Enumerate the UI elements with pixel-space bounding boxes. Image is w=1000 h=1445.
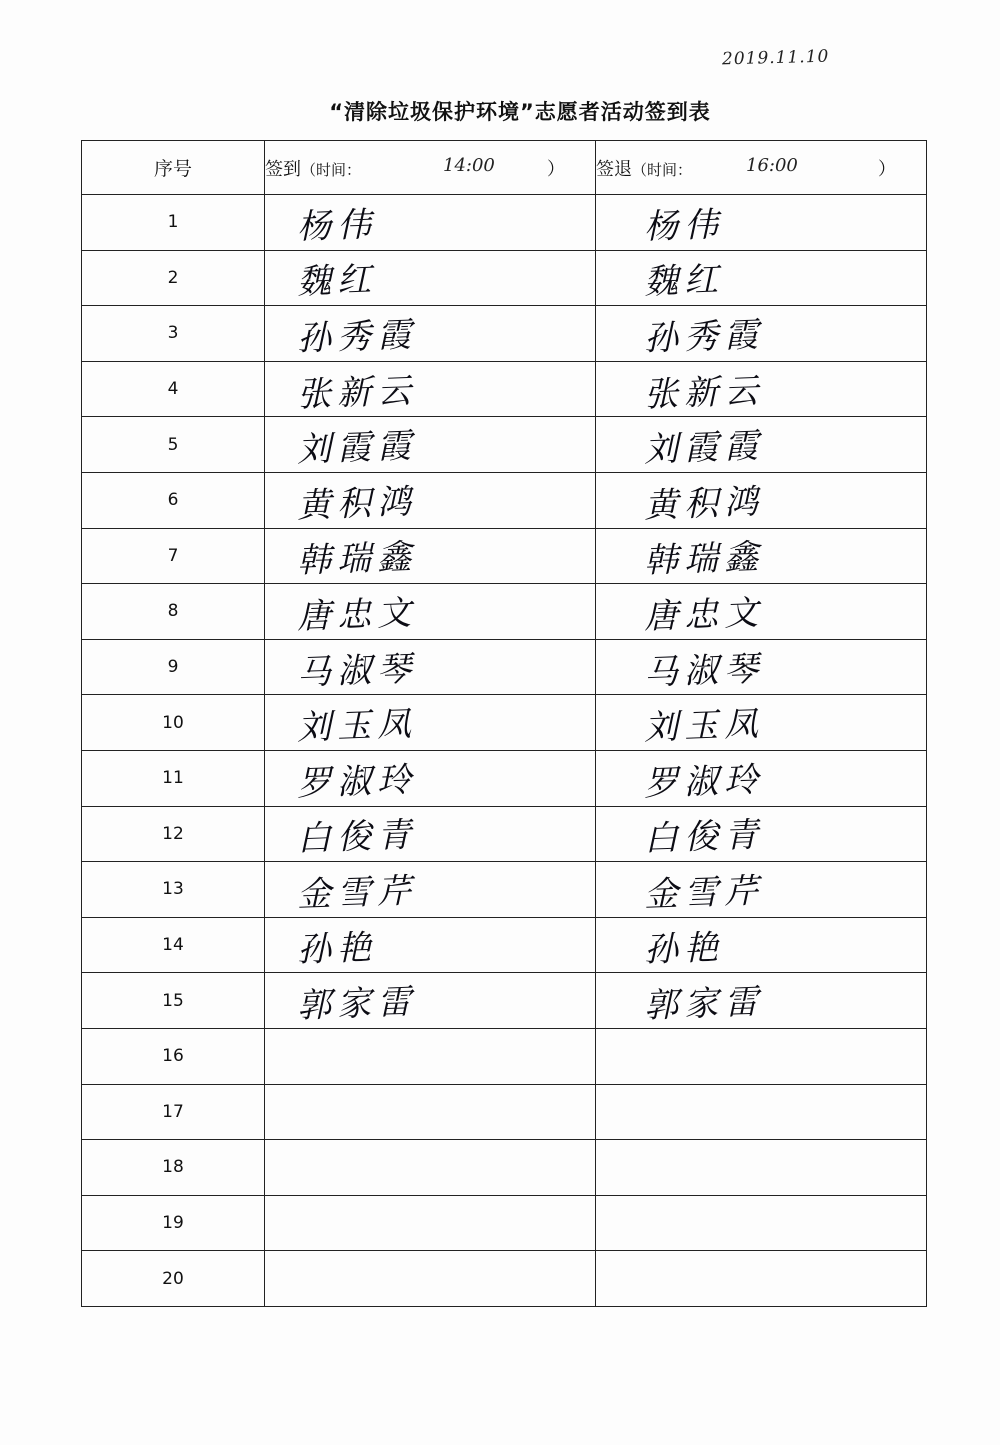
row-number-text: 9 [167,657,179,678]
signout-time-label: （时间： [632,160,693,179]
row-number [82,639,265,695]
row-number-text: 4 [167,379,179,400]
signin-signature [265,306,596,362]
header-no: 序号 [82,141,265,195]
signin-signature-text: 刘玉凤 [296,704,418,749]
row-number [82,306,265,362]
signin-time-label: （时间： [301,160,362,179]
signout-signature-text: 刘玉凤 [643,704,765,749]
signout-time: 16:00 [746,155,798,176]
table-row [82,250,927,306]
signin-signature-text: 孙秀霞 [296,314,418,360]
table-row [82,195,927,251]
row-number [82,584,265,640]
page-title: “清除垃圾保护环境”志愿者活动签到表 [329,100,711,124]
row-number-text: 7 [167,545,179,566]
row-number-text: 14 [162,935,184,956]
signin-signature [265,361,596,417]
table-row [82,1084,927,1140]
signin-signature-text: 罗淑玲 [296,759,418,804]
signout-signature-text: 罗淑玲 [643,759,765,804]
table-header-row [82,141,927,195]
signin-signature [265,472,596,528]
signout-signature-text: 黄积鸿 [643,481,765,526]
header-signin [265,141,596,195]
row-number-text: 6 [167,490,179,511]
signout-signature [596,195,927,251]
row-number [82,1028,265,1084]
row-number [82,695,265,751]
row-number [82,250,265,306]
table-row [82,1251,927,1307]
signin-signature [265,917,596,973]
table-row [82,973,927,1029]
signin-close-paren: ） [547,159,565,180]
signin-signature-text: 张新云 [296,370,418,415]
row-number-text: 20 [162,1268,184,1289]
signout-signature-text: 韩瑞鑫 [643,537,765,582]
row-number [82,1140,265,1196]
signin-signature [265,528,596,584]
signout-signature [596,306,927,362]
signin-table [81,140,927,1307]
row-number-text: 19 [162,1212,184,1233]
table-row [82,584,927,640]
signin-label: 签到 [265,158,301,180]
row-number [82,806,265,862]
row-number-text: 16 [162,1046,184,1067]
signout-signature-text: 杨伟 [643,204,725,248]
table-row [82,695,927,751]
row-number-text: 11 [162,768,184,789]
signin-signature [265,973,596,1029]
signin-signature [265,862,596,918]
signin-signature-text: 韩瑞鑫 [296,537,418,582]
signin-signature [265,584,596,640]
signout-signature [596,472,927,528]
table-row [82,528,927,584]
signin-signature [265,750,596,806]
signout-signature-text: 唐忠文 [643,592,765,638]
signout-signature [596,862,927,918]
signout-signature-text: 刘霞霞 [643,426,765,471]
signin-signature [265,1028,596,1084]
row-number-text: 5 [167,434,179,455]
row-number [82,750,265,806]
signin-signature [265,806,596,862]
signin-signature-text: 郭家雷 [296,982,418,1027]
signout-signature [596,1251,927,1307]
signout-signature [596,1195,927,1251]
row-number [82,973,265,1029]
table-row [82,750,927,806]
table-row [82,862,927,918]
signin-signature [265,250,596,306]
signin-signature-text: 杨伟 [296,204,378,248]
signout-signature-text: 张新云 [643,370,765,415]
signout-signature [596,639,927,695]
signout-signature [596,417,927,473]
signin-signature-text: 孙艳 [296,927,378,970]
signout-label: 签退 [596,158,632,180]
signout-signature-text: 孙秀霞 [643,314,765,360]
signin-signature [265,1251,596,1307]
signout-signature [596,250,927,306]
signout-signature-text: 魏红 [643,260,725,303]
header-signout [596,141,927,195]
row-number-text: 17 [162,1101,184,1122]
signout-signature [596,695,927,751]
row-number-text: 13 [162,879,184,900]
row-number-text: 2 [167,267,179,288]
signin-signature [265,1140,596,1196]
table-row [82,472,927,528]
signin-signature [265,1084,596,1140]
table-row [82,417,927,473]
signout-signature [596,917,927,973]
signout-signature [596,1028,927,1084]
row-number [82,417,265,473]
row-number [82,1084,265,1140]
signin-signature-text: 唐忠文 [296,592,418,638]
row-number [82,472,265,528]
signin-signature [265,1195,596,1251]
signout-signature [596,1084,927,1140]
signout-signature [596,1140,927,1196]
table-row [82,1140,927,1196]
row-number-text: 1 [167,212,179,233]
signin-signature [265,417,596,473]
signin-time: 14:00 [443,155,495,176]
row-number [82,1251,265,1307]
signout-signature [596,584,927,640]
signin-signature [265,195,596,251]
signin-signature-text: 魏红 [296,260,378,303]
row-number-text: 3 [167,323,179,344]
row-number-text: 15 [162,990,184,1011]
row-number-text: 12 [162,823,184,844]
row-number [82,195,265,251]
table-row [82,1028,927,1084]
handwritten-date: 2019.11.10 [721,46,830,70]
table-row [82,639,927,695]
signin-signature-text: 金雪芹 [296,870,418,916]
table-row [82,917,927,973]
signin-signature-text: 白俊青 [296,815,418,860]
signin-signature-text: 黄积鸿 [296,481,418,526]
row-number [82,361,265,417]
row-number [82,1195,265,1251]
signout-signature [596,750,927,806]
signin-signature [265,639,596,695]
row-number [82,917,265,973]
table-row [82,806,927,862]
signout-signature-text: 孙艳 [643,927,725,970]
row-number-text: 8 [167,601,179,622]
signin-signature [265,695,596,751]
signout-signature [596,806,927,862]
signout-signature-text: 白俊青 [643,815,765,860]
row-number-text: 18 [162,1157,184,1178]
row-number [82,862,265,918]
signin-signature-text: 马淑琴 [296,648,418,693]
row-number-text: 10 [162,712,184,733]
table-row [82,1195,927,1251]
signout-signature [596,973,927,1029]
signout-signature-text: 郭家雷 [643,982,765,1027]
row-number [82,528,265,584]
table-row [82,306,927,362]
signout-signature [596,361,927,417]
signout-close-paren: ） [878,159,896,180]
signout-signature-text: 马淑琴 [643,648,765,693]
signout-signature-text: 金雪芹 [643,870,765,916]
table-row [82,361,927,417]
signout-signature [596,528,927,584]
signin-signature-text: 刘霞霞 [296,426,418,471]
